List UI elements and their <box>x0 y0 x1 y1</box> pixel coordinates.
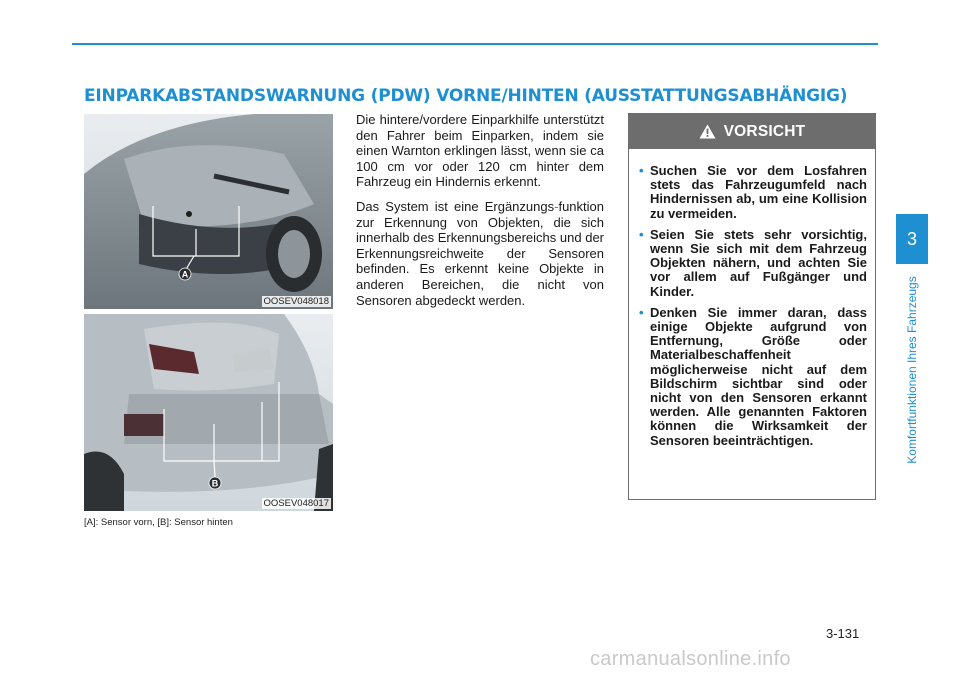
page-number: 3-131 <box>826 626 860 641</box>
caution-item-text: Suchen Sie vor dem Losfahren stets das Fahrzeugumfeld nach Hindernissen ab, um eine Kollision zu vermeiden. <box>650 163 867 221</box>
caution-header <box>629 114 875 149</box>
watermark: carmanualsonline.info <box>590 648 791 670</box>
front-sensor-photo <box>84 114 333 309</box>
bullet-icon: • <box>639 163 644 178</box>
caution-box <box>628 113 876 500</box>
marker-b-label: B <box>211 478 219 489</box>
rear-car-illustration <box>84 314 333 511</box>
rear-sensor-photo <box>84 314 333 511</box>
rear-image-code: OOSEV048017 <box>263 498 329 509</box>
bullet-icon: • <box>639 226 644 242</box>
caution-item <box>639 228 867 299</box>
header-rule <box>72 43 878 45</box>
chapter-tab: 3 <box>896 214 928 264</box>
bullet-icon: • <box>639 304 644 320</box>
caution-title: VORSICHT <box>723 122 806 140</box>
marker-a-label: A <box>181 269 189 280</box>
caution-item-text: Denken Sie immer daran, dass einige Objekte aufgrund von Entfernung, Größe oder Materialbeschaffenheit möglicherweise nicht auf dem Bildschirm sichtbar sind oder nicht von den Sensoren erkannt werden. Alle genannten Faktoren können die Wirksamkeit der Sensoren beeinträchtigen. <box>650 304 867 448</box>
body-paragraph-2-start: Das System ist eine Ergänzungs <box>356 198 555 214</box>
warning-triangle-icon <box>699 124 716 139</box>
caution-item <box>639 306 867 448</box>
body-paragraph-1: Die hintere/vordere Einparkhilfe unterstützt den Fahrer beim Einparken, indem sie einen Warnton erklingen lässt, wenn sie ca 100 cm vor oder 120 cm hinter dem Fahrzeug ein Hindernis erkennt. <box>356 112 604 190</box>
body-paragraph-2-rest: funktion zur Erkennung von Objekten, die sich innerhalb des Erkennungsbereichs und der Erkennungsreichweite der Sensoren befinden. Es erkennt keine Objekte in anderen Bereichen, die nicht von Sensoren abgedeckt werden. <box>356 198 604 308</box>
body-paragraph-2 <box>356 199 604 308</box>
image-caption: [A]: Sensor vorn, [B]: Sensor hinten <box>84 517 233 528</box>
chapter-title: Komfortfunktionen Ihres Fahrzeugs <box>905 276 919 464</box>
front-image-code: OOSEV048018 <box>263 296 329 307</box>
section-title: EINPARKABSTANDSWARNUNG (PDW) VORNE/HINTEN (AUSSTATTUNGSABHÄNGIG) <box>84 86 848 106</box>
caution-list <box>629 149 875 448</box>
caution-item-text: Seien Sie stets sehr vorsichtig, wenn Sie sich mit dem Fahrzeug Objekten nähern, und achten Sie vor allem auf Fußgänger und Kinder. <box>650 226 867 299</box>
hyphen-mark: - <box>554 198 559 214</box>
body-text <box>356 112 604 317</box>
caution-item <box>639 164 867 221</box>
front-car-illustration <box>84 114 333 309</box>
